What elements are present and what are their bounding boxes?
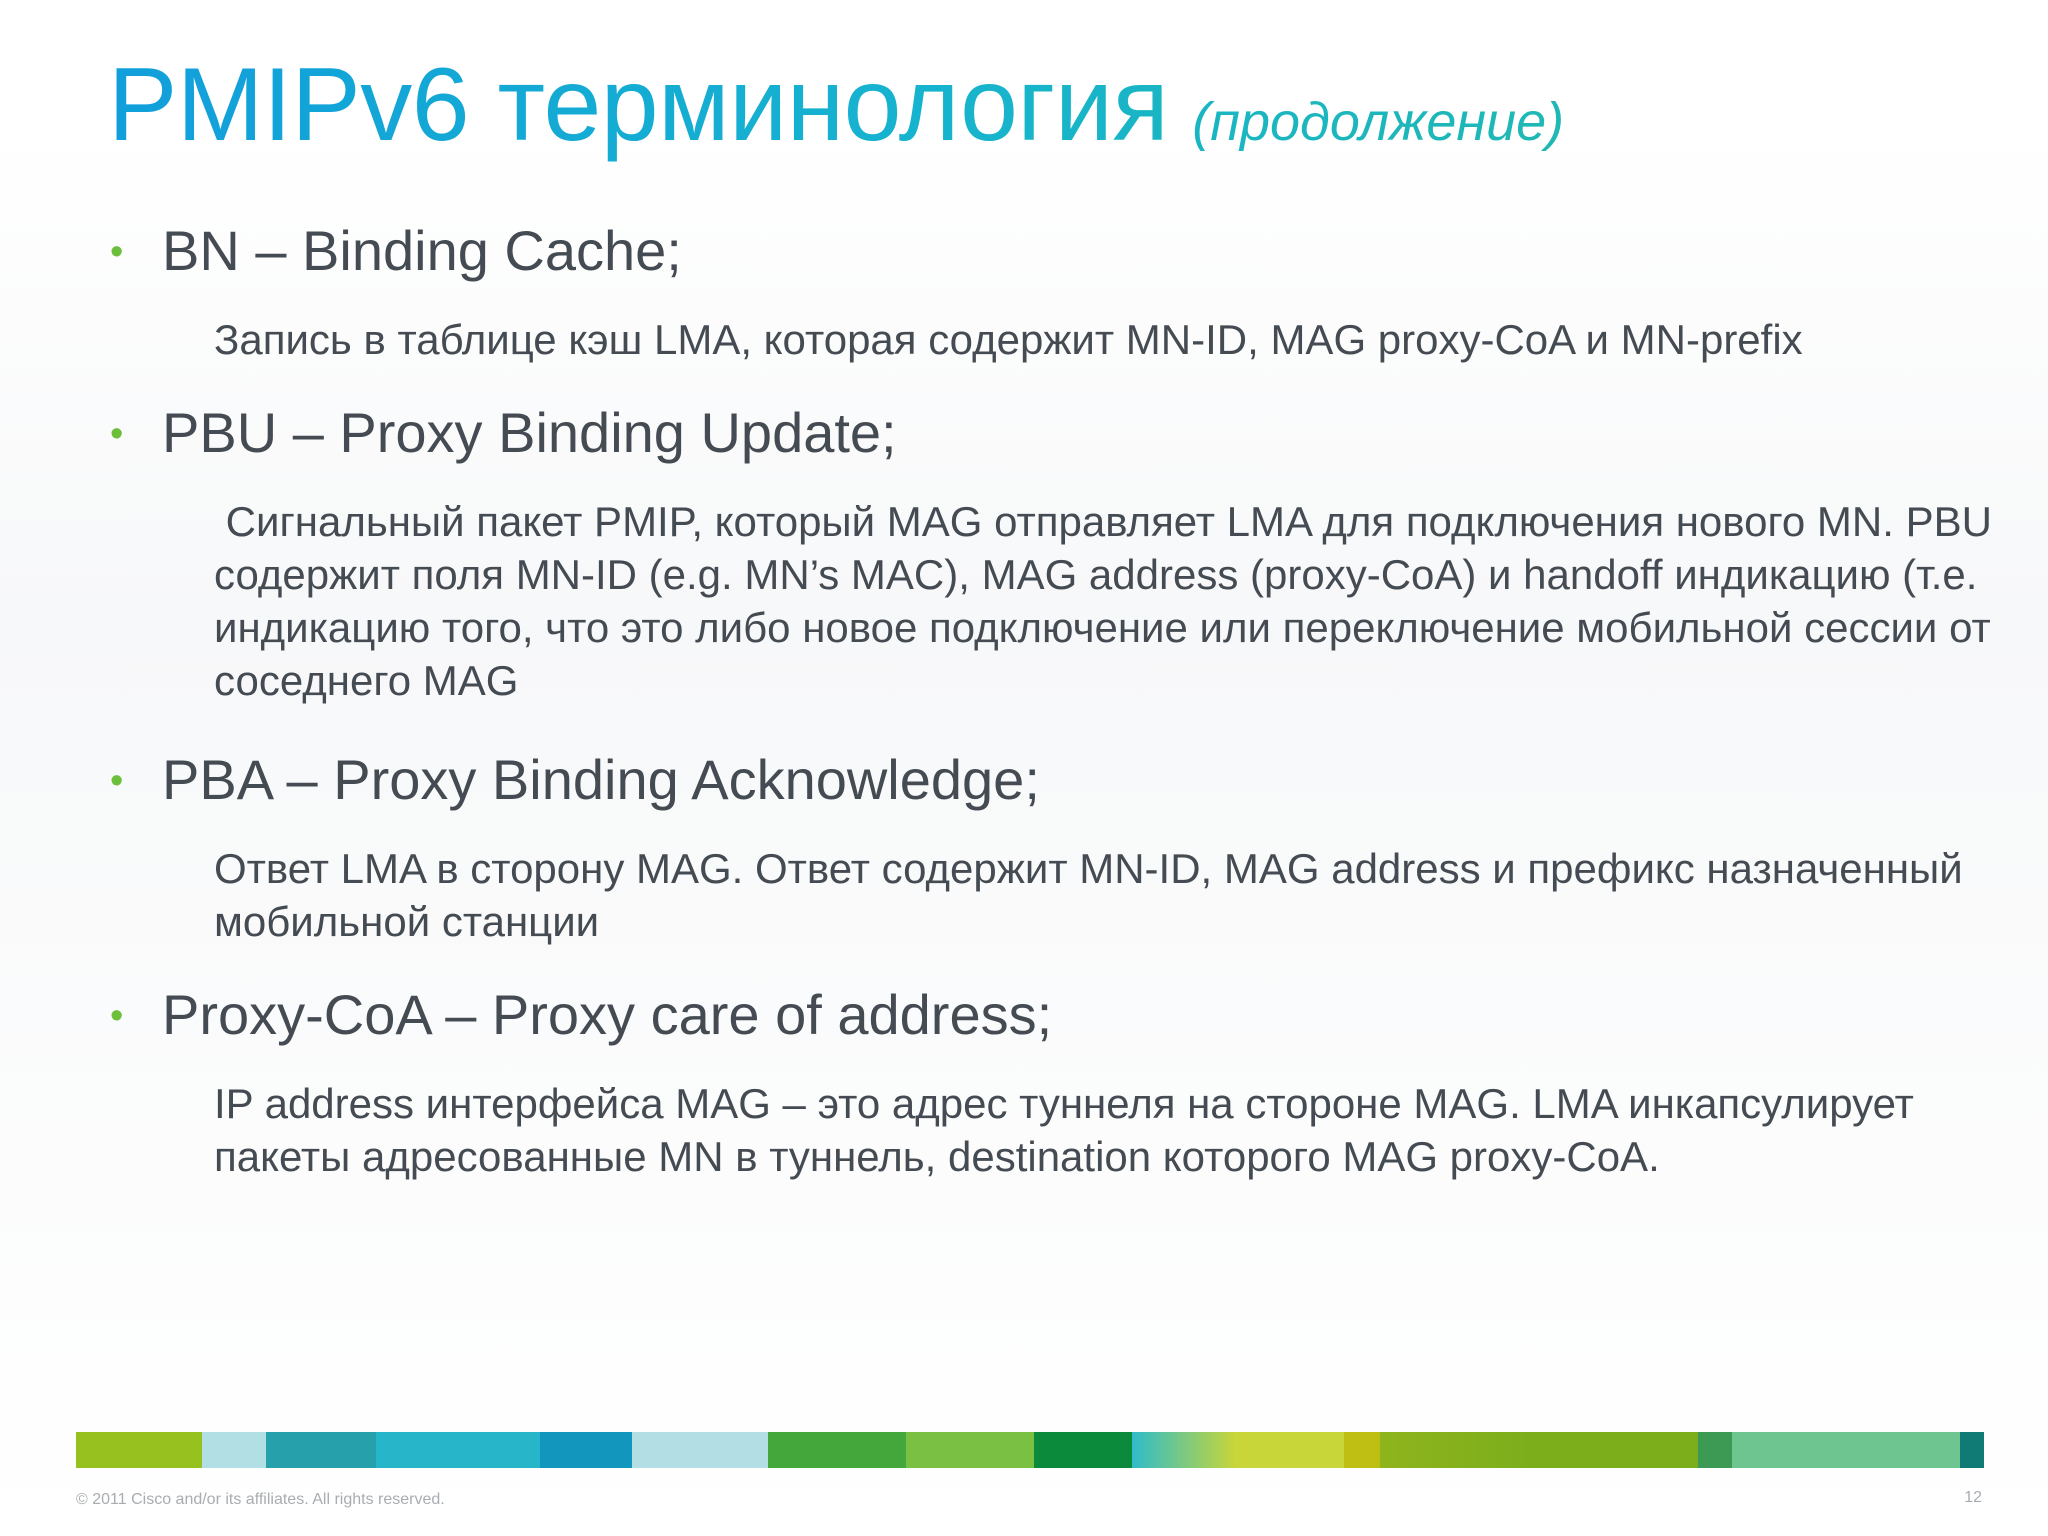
color-segment — [1380, 1432, 1530, 1468]
title-subtitle: (продолжение) — [1192, 92, 1565, 152]
bullet-term: BN – Binding Cache; — [162, 219, 682, 282]
bullet-head — [110, 982, 1970, 1055]
color-segment — [202, 1432, 266, 1468]
color-segment — [1960, 1432, 1984, 1468]
color-segment — [1530, 1432, 1698, 1468]
bullet-item-pba — [110, 747, 1970, 948]
bullet-term: PBA – Proxy Binding Acknowledge; — [162, 748, 1040, 811]
color-stripe-bar — [76, 1432, 1984, 1468]
bullet-description: Запись в таблице кэш LMA, которая содержит MN-ID, MAG proxy-CoA и MN-prefix — [214, 316, 1803, 363]
bullet-head — [110, 400, 1970, 473]
title-main: PMIPv6 терминология — [108, 47, 1169, 163]
bullet-head — [110, 218, 1970, 291]
color-segment — [632, 1432, 768, 1468]
color-segment — [76, 1432, 202, 1468]
bullet-dot-icon: • — [110, 413, 124, 455]
color-segment — [906, 1432, 1034, 1468]
bullet-description: IP address интерфейса MAG – это адрес туннеля на стороне MAG. LMA инкапсулирует пакеты адресованные MN в туннель, destination которого MAG proxy-CoA. — [214, 1080, 1914, 1180]
bullet-dot-icon: • — [110, 760, 124, 802]
color-segment — [540, 1432, 632, 1468]
color-segment — [266, 1432, 376, 1468]
slide-title — [108, 46, 1564, 165]
bullet-item-bn — [110, 218, 1970, 366]
bullet-dot-icon: • — [110, 995, 124, 1037]
footer-page-number: 12 — [1964, 1489, 1982, 1506]
bullet-head — [110, 747, 1970, 820]
color-segment — [1034, 1432, 1132, 1468]
bullet-item-proxy-coa — [110, 982, 1970, 1183]
color-segment — [1732, 1432, 1960, 1468]
color-segment — [1132, 1432, 1236, 1468]
color-segment — [1236, 1432, 1344, 1468]
bullet-description: Сигнальный пакет PMIP, который MAG отправляет LMA для подключения нового MN. PBU содержит поля MN-ID (e.g. MN’s MAC), MAG address (proxy-CoA) и handoff индикацию (т.е. индикацию того, что это либо новое подключение или переключение мобильной сессии от соседнего MAG — [214, 498, 2004, 704]
bullet-term: Proxy-CoA – Proxy care of address; — [162, 983, 1053, 1046]
bullet-description: Ответ LMA в сторону MAG. Ответ содержит MN-ID, MAG address и префикс назначенный мобильной станции — [214, 845, 1963, 945]
footer-copyright: © 2011 Cisco and/or its affiliates. All rights reserved. — [76, 1491, 445, 1508]
bullet-item-pbu — [110, 400, 2004, 707]
color-segment — [376, 1432, 540, 1468]
color-segment — [1698, 1432, 1732, 1468]
color-segment — [768, 1432, 906, 1468]
color-segment — [1344, 1432, 1380, 1468]
bullet-term: PBU – Proxy Binding Update; — [162, 401, 897, 464]
bullet-dot-icon: • — [110, 231, 124, 273]
